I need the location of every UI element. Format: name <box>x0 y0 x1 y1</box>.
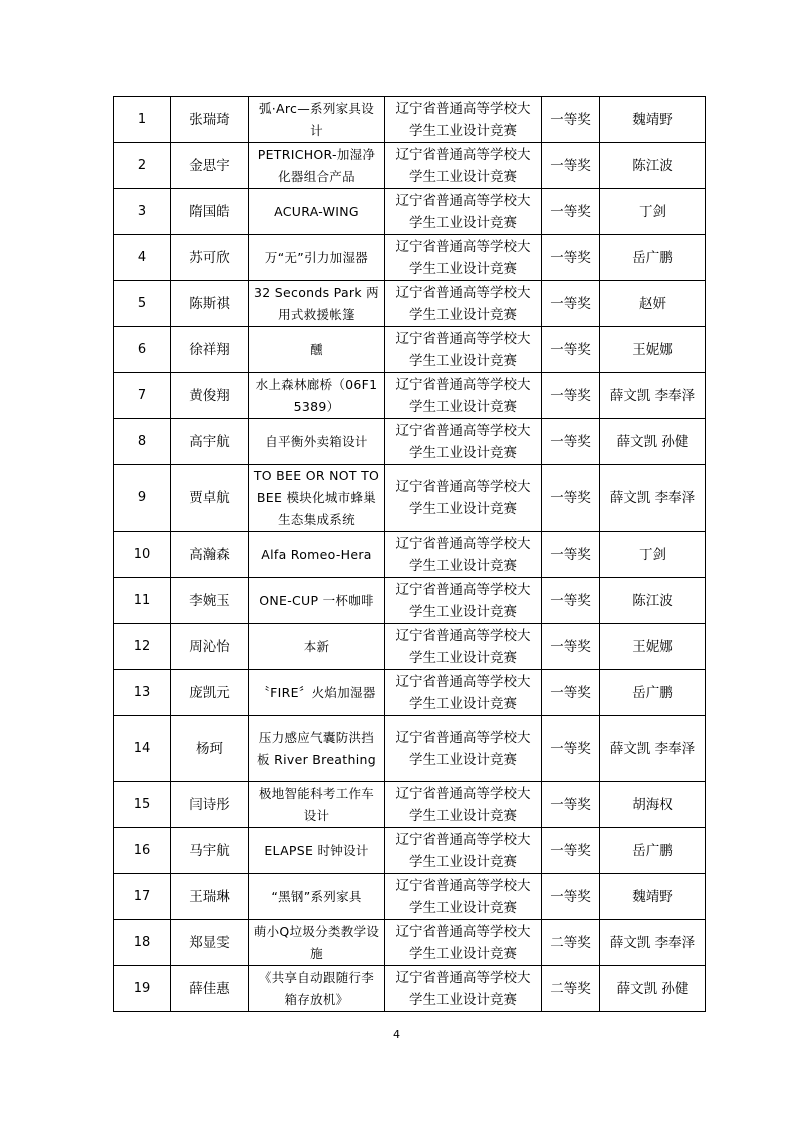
cell-work-title: 醺 <box>249 327 385 373</box>
cell-competition: 辽宁省普通高等学校大学生工业设计竞赛 <box>385 874 542 920</box>
cell-work-title: 本新 <box>249 624 385 670</box>
cell-competition: 辽宁省普通高等学校大学生工业设计竞赛 <box>385 465 542 532</box>
cell-student-name: 李婉玉 <box>171 578 249 624</box>
cell-competition: 辽宁省普通高等学校大学生工业设计竞赛 <box>385 189 542 235</box>
cell-award: 二等奖 <box>542 966 600 1012</box>
cell-work-title: 萌小Q垃圾分类教学设施 <box>249 920 385 966</box>
table-row <box>114 828 706 874</box>
cell-competition: 辽宁省普通高等学校大学生工业设计竞赛 <box>385 97 542 143</box>
cell-advisor: 丁剑 <box>600 532 706 578</box>
table-row <box>114 419 706 465</box>
cell-work-title: 弧·Arc—系列家具设计 <box>249 97 385 143</box>
cell-work-title: Alfa Romeo-Hera <box>249 532 385 578</box>
cell-work-title: ACURA-WING <box>249 189 385 235</box>
cell-advisor: 赵妍 <box>600 281 706 327</box>
cell-work-title: “黑钢”系列家具 <box>249 874 385 920</box>
cell-advisor: 王妮娜 <box>600 327 706 373</box>
cell-advisor: 王妮娜 <box>600 624 706 670</box>
cell-advisor: 陈江波 <box>600 143 706 189</box>
cell-advisor: 丁剑 <box>600 189 706 235</box>
cell-work-title: 压力感应气囊防洪挡板 River Breathing <box>249 716 385 782</box>
cell-award: 一等奖 <box>542 327 600 373</box>
cell-number: 12 <box>114 624 171 670</box>
cell-award: 一等奖 <box>542 465 600 532</box>
cell-competition: 辽宁省普通高等学校大学生工业设计竞赛 <box>385 373 542 419</box>
cell-award: 一等奖 <box>542 143 600 189</box>
table-row <box>114 327 706 373</box>
cell-advisor: 陈江波 <box>600 578 706 624</box>
cell-student-name: 张瑞琦 <box>171 97 249 143</box>
cell-award: 一等奖 <box>542 670 600 716</box>
cell-work-title: PETRICHOR-加湿净化器组合产品 <box>249 143 385 189</box>
cell-work-title: 〝FIRE〞火焰加湿器 <box>249 670 385 716</box>
cell-competition: 辽宁省普通高等学校大学生工业设计竞赛 <box>385 419 542 465</box>
cell-award: 一等奖 <box>542 281 600 327</box>
cell-advisor: 薛文凯 李奉泽 <box>600 716 706 782</box>
cell-number: 4 <box>114 235 171 281</box>
table-row <box>114 189 706 235</box>
cell-advisor: 薛文凯 孙健 <box>600 419 706 465</box>
cell-award: 一等奖 <box>542 419 600 465</box>
cell-competition: 辽宁省普通高等学校大学生工业设计竞赛 <box>385 578 542 624</box>
cell-advisor: 岳广鹏 <box>600 828 706 874</box>
table-row <box>114 465 706 532</box>
cell-number: 8 <box>114 419 171 465</box>
cell-competition: 辽宁省普通高等学校大学生工业设计竞赛 <box>385 920 542 966</box>
cell-award: 一等奖 <box>542 782 600 828</box>
table-row <box>114 624 706 670</box>
cell-competition: 辽宁省普通高等学校大学生工业设计竞赛 <box>385 327 542 373</box>
cell-student-name: 马宇航 <box>171 828 249 874</box>
cell-number: 6 <box>114 327 171 373</box>
cell-competition: 辽宁省普通高等学校大学生工业设计竞赛 <box>385 281 542 327</box>
cell-advisor: 薛文凯 李奉泽 <box>600 373 706 419</box>
cell-award: 一等奖 <box>542 189 600 235</box>
cell-number: 1 <box>114 97 171 143</box>
cell-award: 一等奖 <box>542 624 600 670</box>
table-row <box>114 578 706 624</box>
cell-work-title: ONE-CUP 一杯咖啡 <box>249 578 385 624</box>
table-row <box>114 532 706 578</box>
cell-number: 14 <box>114 716 171 782</box>
cell-competition: 辽宁省普通高等学校大学生工业设计竞赛 <box>385 235 542 281</box>
cell-number: 19 <box>114 966 171 1012</box>
cell-competition: 辽宁省普通高等学校大学生工业设计竞赛 <box>385 670 542 716</box>
cell-work-title: 水上森林廊桥（06F15389） <box>249 373 385 419</box>
awards-table <box>113 96 706 1012</box>
cell-number: 16 <box>114 828 171 874</box>
cell-advisor: 薛文凯 李奉泽 <box>600 465 706 532</box>
cell-advisor: 魏靖野 <box>600 97 706 143</box>
cell-award: 一等奖 <box>542 373 600 419</box>
cell-advisor: 魏靖野 <box>600 874 706 920</box>
cell-competition: 辽宁省普通高等学校大学生工业设计竞赛 <box>385 716 542 782</box>
cell-student-name: 周沁怡 <box>171 624 249 670</box>
cell-award: 一等奖 <box>542 578 600 624</box>
cell-advisor: 薛文凯 李奉泽 <box>600 920 706 966</box>
awards-table-body <box>114 97 706 1012</box>
cell-award: 一等奖 <box>542 716 600 782</box>
cell-student-name: 庞凯元 <box>171 670 249 716</box>
cell-award: 一等奖 <box>542 235 600 281</box>
table-row <box>114 97 706 143</box>
cell-student-name: 高瀚森 <box>171 532 249 578</box>
cell-advisor: 岳广鹏 <box>600 670 706 716</box>
cell-number: 11 <box>114 578 171 624</box>
cell-number: 15 <box>114 782 171 828</box>
cell-student-name: 金思宇 <box>171 143 249 189</box>
table-row <box>114 874 706 920</box>
table-row <box>114 373 706 419</box>
cell-advisor: 薛文凯 孙健 <box>600 966 706 1012</box>
cell-number: 13 <box>114 670 171 716</box>
cell-competition: 辽宁省普通高等学校大学生工业设计竞赛 <box>385 532 542 578</box>
cell-number: 17 <box>114 874 171 920</box>
cell-student-name: 高宇航 <box>171 419 249 465</box>
cell-work-title: 32 Seconds Park 两用式救援帐篷 <box>249 281 385 327</box>
cell-award: 一等奖 <box>542 97 600 143</box>
cell-number: 9 <box>114 465 171 532</box>
cell-student-name: 陈斯祺 <box>171 281 249 327</box>
table-row <box>114 670 706 716</box>
cell-work-title: 万“无”引力加湿器 <box>249 235 385 281</box>
cell-competition: 辽宁省普通高等学校大学生工业设计竞赛 <box>385 782 542 828</box>
cell-number: 10 <box>114 532 171 578</box>
cell-student-name: 郑显雯 <box>171 920 249 966</box>
cell-award: 二等奖 <box>542 920 600 966</box>
cell-award: 一等奖 <box>542 874 600 920</box>
cell-number: 18 <box>114 920 171 966</box>
cell-work-title: 《共享自动跟随行李箱存放机》 <box>249 966 385 1012</box>
cell-competition: 辽宁省普通高等学校大学生工业设计竞赛 <box>385 143 542 189</box>
cell-number: 3 <box>114 189 171 235</box>
table-row <box>114 782 706 828</box>
table-row <box>114 716 706 782</box>
table-row <box>114 966 706 1012</box>
cell-work-title: 自平衡外卖箱设计 <box>249 419 385 465</box>
cell-student-name: 徐祥翔 <box>171 327 249 373</box>
cell-competition: 辽宁省普通高等学校大学生工业设计竞赛 <box>385 966 542 1012</box>
table-row <box>114 920 706 966</box>
cell-student-name: 隋国皓 <box>171 189 249 235</box>
table-row <box>114 281 706 327</box>
cell-award: 一等奖 <box>542 828 600 874</box>
cell-work-title: ELAPSE 时钟设计 <box>249 828 385 874</box>
cell-student-name: 闫诗彤 <box>171 782 249 828</box>
cell-student-name: 贾卓航 <box>171 465 249 532</box>
cell-award: 一等奖 <box>542 532 600 578</box>
cell-student-name: 黄俊翔 <box>171 373 249 419</box>
cell-number: 2 <box>114 143 171 189</box>
cell-work-title: TO BEE OR NOT TO BEE 模块化城市蜂巢生态集成系统 <box>249 465 385 532</box>
cell-student-name: 苏可欣 <box>171 235 249 281</box>
cell-advisor: 岳广鹏 <box>600 235 706 281</box>
cell-student-name: 王瑞琳 <box>171 874 249 920</box>
table-row <box>114 235 706 281</box>
cell-number: 5 <box>114 281 171 327</box>
cell-competition: 辽宁省普通高等学校大学生工业设计竞赛 <box>385 624 542 670</box>
cell-number: 7 <box>114 373 171 419</box>
cell-student-name: 杨珂 <box>171 716 249 782</box>
cell-competition: 辽宁省普通高等学校大学生工业设计竞赛 <box>385 828 542 874</box>
cell-advisor: 胡海权 <box>600 782 706 828</box>
cell-student-name: 薛佳惠 <box>171 966 249 1012</box>
table-row <box>114 143 706 189</box>
page-number: 4 <box>393 1028 400 1041</box>
cell-work-title: 极地智能科考工作车设计 <box>249 782 385 828</box>
